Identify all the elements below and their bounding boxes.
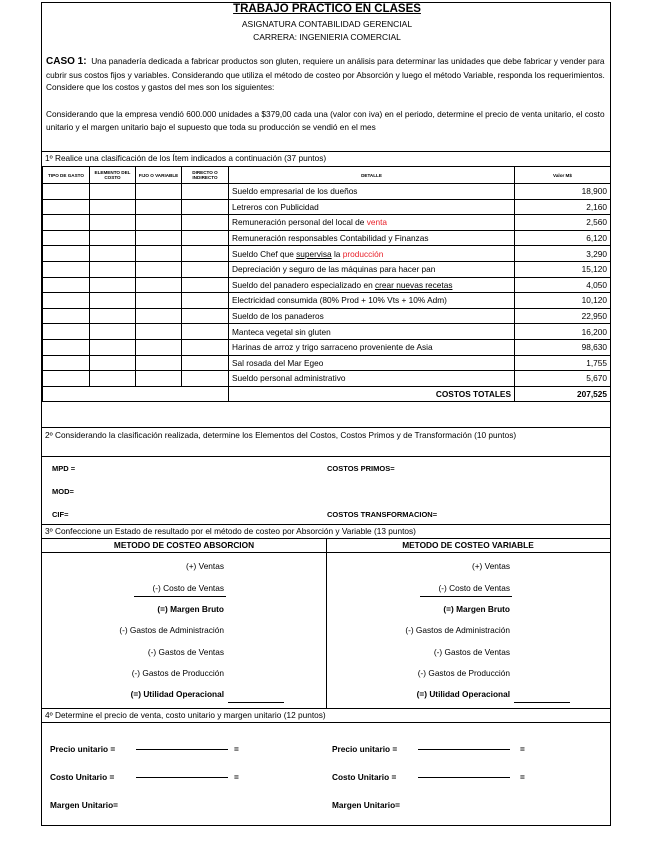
answer-cell[interactable] (136, 246, 182, 262)
table-row (43, 277, 611, 293)
variable-title: METODO DE COSTEO VARIABLE (402, 540, 534, 550)
precio-unitario-left: Precio unitario = (50, 744, 116, 754)
answer-cell[interactable] (90, 246, 136, 262)
statement-line: (-) Costo de Ventas (438, 583, 510, 593)
divider (42, 151, 610, 152)
answer-cell[interactable] (90, 261, 136, 277)
costo-unitario-right: Costo Unitario = (332, 772, 397, 782)
case-question: Considerando que la empresa vendió 600.000 unidades a $379,00 cada una (valor con iva) en el periodo, determine el precio de venta unitario, el costo unitario y el margen unitario bajo el supuesto que toda su producción se vendió en el mes (46, 109, 605, 132)
answer-cell[interactable] (182, 261, 229, 277)
detail-cell: Manteca vegetal sin gluten (229, 324, 515, 340)
q1-title: 1º Realice una clasificación de los Ítem indicados a continuación (37 puntos) (45, 153, 327, 163)
worksheet (41, 2, 611, 826)
value-cell: 1,755 (515, 355, 611, 371)
value-cell: 16,200 (515, 324, 611, 340)
value-cell: 18,900 (515, 184, 611, 200)
answer-line (136, 749, 228, 750)
answer-line (418, 749, 510, 750)
answer-cell[interactable] (43, 261, 90, 277)
table-row (43, 261, 611, 277)
answer-cell[interactable] (90, 184, 136, 200)
value-cell: 15,120 (515, 261, 611, 277)
detail-cell: Letreros con Publicidad (229, 199, 515, 215)
costos-primos-label: COSTOS PRIMOS= (327, 464, 395, 473)
case-description (46, 55, 608, 94)
answer-cell[interactable] (182, 246, 229, 262)
answer-cell[interactable] (90, 199, 136, 215)
divider (42, 524, 610, 525)
mod-label: MOD= (52, 487, 74, 496)
col-header-detalle: DETALLE (229, 167, 515, 184)
answer-cell[interactable] (43, 293, 90, 309)
detail-cell: Sueldo personal administrativo (229, 371, 515, 387)
statement-line: (-) Costo de Ventas (152, 583, 224, 593)
precio-unitario-right: Precio unitario = (332, 744, 398, 754)
absorcion-title: METODO DE COSTEO ABSORCION (113, 540, 255, 550)
detail-cell: Sueldo del panadero especializado en crear nuevas recetas (229, 277, 515, 293)
table-row (43, 246, 611, 262)
answer-cell[interactable] (136, 261, 182, 277)
statement-line: (-) Gastos de Ventas (147, 647, 224, 657)
answer-cell[interactable] (182, 355, 229, 371)
col-header-tipo: TIPO DE GASTO (43, 167, 90, 184)
table-row (43, 355, 611, 371)
value-cell: 10,120 (515, 293, 611, 309)
col-header-valor: Valor M$ (515, 167, 611, 184)
answer-cell[interactable] (182, 199, 229, 215)
mpd-label: MPD = (52, 464, 76, 473)
answer-cell[interactable] (136, 308, 182, 324)
answer-cell[interactable] (182, 371, 229, 387)
answer-cell[interactable] (136, 184, 182, 200)
statement-line: (+) Ventas (471, 561, 510, 571)
equals-sign: = (234, 772, 239, 782)
equals-sign: = (520, 772, 525, 782)
answer-cell[interactable] (90, 339, 136, 355)
statement-line: (=) Margen Bruto (157, 604, 224, 614)
answer-cell[interactable] (90, 355, 136, 371)
detail-cell: Sueldo Chef que supervisa la producción (229, 246, 515, 262)
table-row (43, 184, 611, 200)
value-cell: 2,160 (515, 199, 611, 215)
page-title: TRABAJO PRACTICO EN CLASES (233, 3, 421, 15)
total-label: COSTOS TOTALES (229, 386, 515, 402)
q2-title: 2º Considerando la clasificación realizada, determine los Elementos del Costos, Costos Primos y de Transformación (10 puntos) (45, 430, 517, 440)
answer-cell[interactable] (136, 355, 182, 371)
answer-cell[interactable] (136, 199, 182, 215)
cif-label: CIF= (52, 510, 69, 519)
statement-line: (=) Utilidad Operacional (130, 689, 224, 699)
answer-cell[interactable] (136, 277, 182, 293)
divider (42, 427, 610, 428)
answer-cell[interactable] (90, 277, 136, 293)
answer-cell[interactable] (90, 293, 136, 309)
answer-cell[interactable] (182, 215, 229, 231)
statement-line: (=) Margen Bruto (443, 604, 510, 614)
answer-line (420, 596, 512, 597)
divider (42, 456, 610, 457)
answer-cell[interactable] (43, 230, 90, 246)
table-row (43, 293, 611, 309)
value-cell: 22,950 (515, 308, 611, 324)
statement-line: (+) Ventas (185, 561, 224, 571)
answer-cell[interactable] (43, 277, 90, 293)
answer-cell[interactable] (43, 339, 90, 355)
table-row (43, 230, 611, 246)
answer-cell[interactable] (43, 199, 90, 215)
col-header-fijo: FIJO O VARIABLE (136, 167, 182, 184)
answer-cell[interactable] (136, 230, 182, 246)
table-row (43, 199, 611, 215)
answer-cell[interactable] (136, 293, 182, 309)
answer-line (228, 702, 284, 703)
equals-sign: = (234, 744, 239, 754)
col-header-directo: DIRECTO O INDIRECTO (182, 167, 229, 184)
q4-title: 4º Determine el precio de venta, costo unitario y margen unitario (12 puntos) (45, 710, 326, 720)
career-label: CARRERA: INGENIERIA COMERCIAL (253, 32, 401, 42)
answer-cell[interactable] (43, 308, 90, 324)
answer-cell[interactable] (136, 324, 182, 340)
detail-cell: Sueldo empresarial de los dueños (229, 184, 515, 200)
answer-cell[interactable] (182, 184, 229, 200)
value-cell: 98,630 (515, 339, 611, 355)
detail-cell: Sal rosada del Mar Egeo (229, 355, 515, 371)
answer-cell[interactable] (90, 324, 136, 340)
table-row (43, 339, 611, 355)
equals-sign: = (520, 744, 525, 754)
value-cell: 2,560 (515, 215, 611, 231)
answer-cell[interactable] (182, 339, 229, 355)
answer-cell[interactable] (182, 324, 229, 340)
value-cell: 3,290 (515, 246, 611, 262)
margen-unitario-left: Margen Unitario= (50, 800, 118, 810)
answer-cell[interactable] (43, 215, 90, 231)
detail-cell: Remuneración responsables Contabilidad y Finanzas (229, 230, 515, 246)
table-row (43, 371, 611, 387)
case-label: CASO 1: (46, 56, 87, 67)
statement-line: (-) Gastos de Administración (405, 625, 510, 635)
answer-line (514, 702, 570, 703)
statement-line: (-) Gastos de Ventas (433, 647, 510, 657)
answer-cell[interactable] (43, 246, 90, 262)
margen-unitario-right: Margen Unitario= (332, 800, 400, 810)
detail-cell: Depreciación y seguro de las máquinas para hacer pan (229, 261, 515, 277)
q3-title: 3º Confeccione un Estado de resultado por el método de costeo por Absorción y Variable (13 puntos) (45, 526, 416, 536)
costo-unitario-left: Costo Unitario = (50, 772, 115, 782)
value-cell: 6,120 (515, 230, 611, 246)
answer-cell[interactable] (90, 371, 136, 387)
answer-cell[interactable] (90, 230, 136, 246)
case-text: Una panadería dedicada a fabricar productos son gluten, requiere un análisis para determinar las unidades que debe fabricar y vender para cubrir sus costos fijos y variables. Considerando que utiliza el método de costeo por Absorción y luego el método Variable, responda los requerimientos. Considere que los costos y gastos del mes son los siguientes: (46, 56, 605, 92)
statement-line: (-) Gastos de Producción (131, 668, 224, 678)
detail-cell: Harinas de arroz y trigo sarraceno proveniente de Asia (229, 339, 515, 355)
answer-cell[interactable] (182, 230, 229, 246)
col-header-elemento: ELEMENTO DEL COSTO (90, 167, 136, 184)
detail-cell: Remuneración personal del local de venta (229, 215, 515, 231)
answer-cell[interactable] (43, 324, 90, 340)
answer-cell[interactable] (90, 215, 136, 231)
costos-transformacion-label: COSTOS TRANSFORMACION= (327, 510, 438, 519)
answer-line (136, 777, 228, 778)
divider (42, 708, 610, 709)
answer-cell[interactable] (136, 215, 182, 231)
classification-table (42, 166, 611, 402)
detail-cell: Sueldo de los panaderos (229, 308, 515, 324)
value-cell: 4,050 (515, 277, 611, 293)
answer-cell[interactable] (182, 277, 229, 293)
table-row (43, 324, 611, 340)
subject-label: ASIGNATURA CONTABILIDAD GERENCIAL (241, 19, 413, 29)
divider (42, 722, 610, 723)
answer-line (418, 777, 510, 778)
table-header-row (43, 167, 611, 184)
answer-line (134, 596, 226, 597)
answer-cell[interactable] (136, 339, 182, 355)
total-row (43, 386, 611, 402)
answer-cell[interactable] (43, 355, 90, 371)
statement-line: (-) Gastos de Administración (119, 625, 224, 635)
value-cell: 5,670 (515, 371, 611, 387)
total-value: 207,525 (515, 386, 611, 402)
table-row (43, 215, 611, 231)
answer-cell[interactable] (90, 308, 136, 324)
answer-cell[interactable] (43, 184, 90, 200)
table-row (43, 308, 611, 324)
statement-line: (=) Utilidad Operacional (416, 689, 510, 699)
answer-cell[interactable] (182, 293, 229, 309)
answer-cell[interactable] (136, 371, 182, 387)
detail-cell: Electricidad consumida (80% Prod + 10% Vts + 10% Adm) (229, 293, 515, 309)
answer-cell[interactable] (182, 308, 229, 324)
statement-line: (-) Gastos de Producción (417, 668, 510, 678)
answer-cell[interactable] (43, 371, 90, 387)
